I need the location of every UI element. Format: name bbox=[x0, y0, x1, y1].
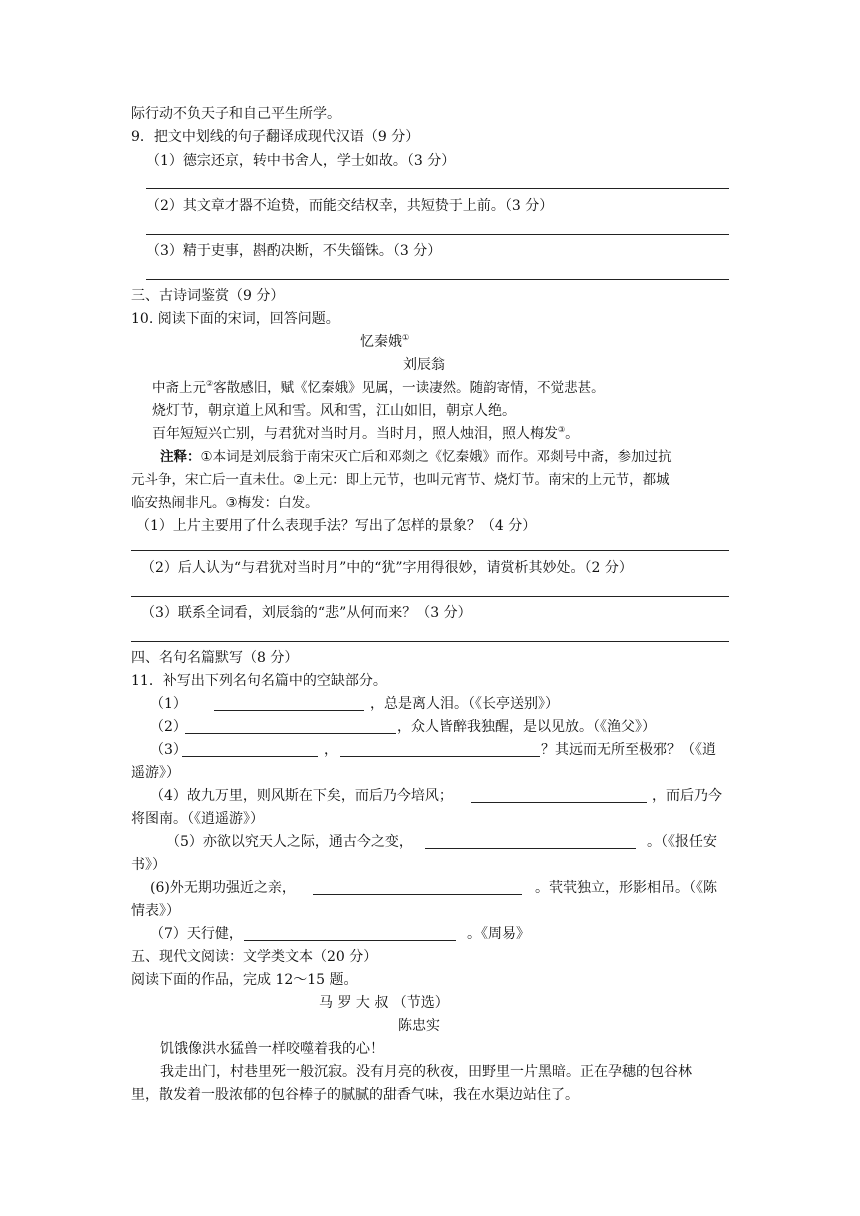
fill-5-text-end: 。（《报任安 bbox=[647, 834, 717, 850]
fill-blank bbox=[244, 940, 456, 941]
fill-blank bbox=[185, 733, 396, 734]
fill-blank bbox=[425, 848, 636, 849]
fill-3-text: ？其远而无所至极邪？（《逍 bbox=[541, 742, 716, 758]
fill-blank bbox=[214, 710, 364, 711]
question-9-3: （3）精于吏事，斟酌决断，不失锱铢。（3 分） bbox=[146, 243, 442, 259]
fill-blank bbox=[182, 756, 318, 757]
text-line: 际行动不负天子和自己平生所学。 bbox=[131, 106, 341, 122]
poem-preface: 中斋上元②客散感旧，赋《忆秦娥》见属，一读凄然。随韵寄情，不觉悲甚。 bbox=[152, 379, 605, 396]
story-paragraph-2-cont: 里，散发着一股浓郁的包谷棒子的腻腻的甜香气味，我在水渠边站住了。 bbox=[131, 1087, 579, 1103]
fill-1-label: （1） bbox=[150, 696, 187, 712]
fill-blank bbox=[340, 756, 540, 757]
fill-blank bbox=[313, 894, 522, 895]
question-9-2: （2）其文章才器不迨贽，而能交结权幸，共短贽于上前。（3 分） bbox=[146, 198, 554, 214]
fill-3-text-cont: 遥游》） bbox=[131, 765, 180, 781]
answer-line bbox=[146, 279, 729, 280]
fill-6-text-cont: 情表》） bbox=[131, 903, 180, 919]
poem-note-3: 临安热闹非凡。③梅发：白发。 bbox=[131, 495, 319, 511]
poem-title: 忆秦娥① bbox=[360, 333, 410, 350]
fill-1-text: ，总是离人泪。（《长亭送别》） bbox=[370, 696, 559, 712]
fill-2-text: ，众人皆醉我独醒，是以见放。（《渔父》） bbox=[397, 719, 656, 735]
section-5-heading: 五、现代文阅读：文学类文本（20 分） bbox=[131, 949, 378, 965]
reading-instruction: 阅读下面的作品，完成 12～15 题。 bbox=[131, 972, 358, 988]
story-title: 马 罗 大 叔 （节选） bbox=[319, 995, 449, 1011]
answer-line bbox=[146, 234, 729, 235]
question-10-heading: 10. 阅读下面的宋词，回答问题。 bbox=[131, 311, 340, 327]
poem-note-1: 注释：①本词是刘辰翁于南宋灭亡后和邓剡之《忆秦娥》而作。邓剡号中斋，参加过抗 bbox=[160, 449, 672, 465]
question-10-2: （2）后人认为“与君犹对当时月”中的“犹”字用得很妙，请赏析其妙处。（2 分） bbox=[141, 560, 633, 576]
question-9-heading: 9．把文中划线的句子翻译成现代汉语（9 分） bbox=[131, 129, 420, 145]
fill-5-text-cont: 书》） bbox=[131, 857, 166, 873]
fill-3-label: （3） bbox=[150, 742, 187, 758]
section-4-heading: 四、名句名篇默写（8 分） bbox=[131, 650, 299, 666]
question-10-1: （1）上片主要用了什么表现手法？写出了怎样的景象？（4 分） bbox=[136, 518, 537, 534]
fill-4-text-cont: 将图南。（《逍遥游》） bbox=[131, 811, 264, 827]
fill-7-text: （7）天行健， bbox=[150, 926, 243, 942]
answer-line bbox=[131, 641, 729, 642]
fill-7-text-end: 。《周易》 bbox=[467, 926, 530, 942]
answer-line bbox=[131, 596, 729, 597]
poem-line-2: 百年短短兴亡别，与君犹对当时月。当时月，照人烛泪，照人梅发③。 bbox=[152, 425, 580, 442]
poem-note-2: 元斗争，宋亡后一直未仕。②上元：即上元节，也叫元宵节、烧灯节。南宋的上元节，都城 bbox=[131, 472, 670, 488]
fill-6-text: (6)外无期功强近之亲， bbox=[150, 880, 296, 896]
fill-5-text: （5）亦欲以究天人之际，通古今之变， bbox=[166, 834, 413, 850]
story-author: 陈忠实 bbox=[398, 1018, 440, 1034]
question-11-heading: 11．补写出下列名句名篇中的空缺部分。 bbox=[131, 673, 387, 689]
story-paragraph-2: 我走出门，村巷里死一般沉寂。没有月亮的秋夜，田野里一片黑暗。正在孕穗的包谷林 bbox=[160, 1064, 692, 1080]
fill-4-text-end: ，而后乃今 bbox=[652, 788, 722, 804]
fill-2-label: （2） bbox=[150, 719, 187, 735]
poem-author: 刘辰翁 bbox=[403, 357, 445, 373]
section-3-heading: 三、古诗词鉴赏（9 分） bbox=[131, 288, 285, 304]
fill-4-text: （4）故九万里，则风斯在下矣，而后乃今培风； bbox=[150, 788, 453, 804]
answer-line bbox=[146, 188, 729, 189]
poem-line-1: 烧灯节，朝京道上风和雪。风和雪，江山如旧，朝京人绝。 bbox=[152, 403, 516, 419]
answer-line bbox=[131, 550, 729, 551]
question-10-3: （3）联系全词看，刘辰翁的“悲”从何而来？（3 分） bbox=[141, 605, 472, 621]
story-paragraph-1: 饥饿像洪水猛兽一样咬噬着我的心！ bbox=[160, 1041, 384, 1057]
fill-3-comma: ， bbox=[324, 742, 338, 758]
fill-blank bbox=[471, 802, 647, 803]
fill-6-text-end: 。茕茕独立，形影相吊。（《陈 bbox=[535, 880, 717, 896]
question-9-1: （1）德宗还京，转中书舍人，学士如故。（3 分） bbox=[146, 153, 456, 169]
